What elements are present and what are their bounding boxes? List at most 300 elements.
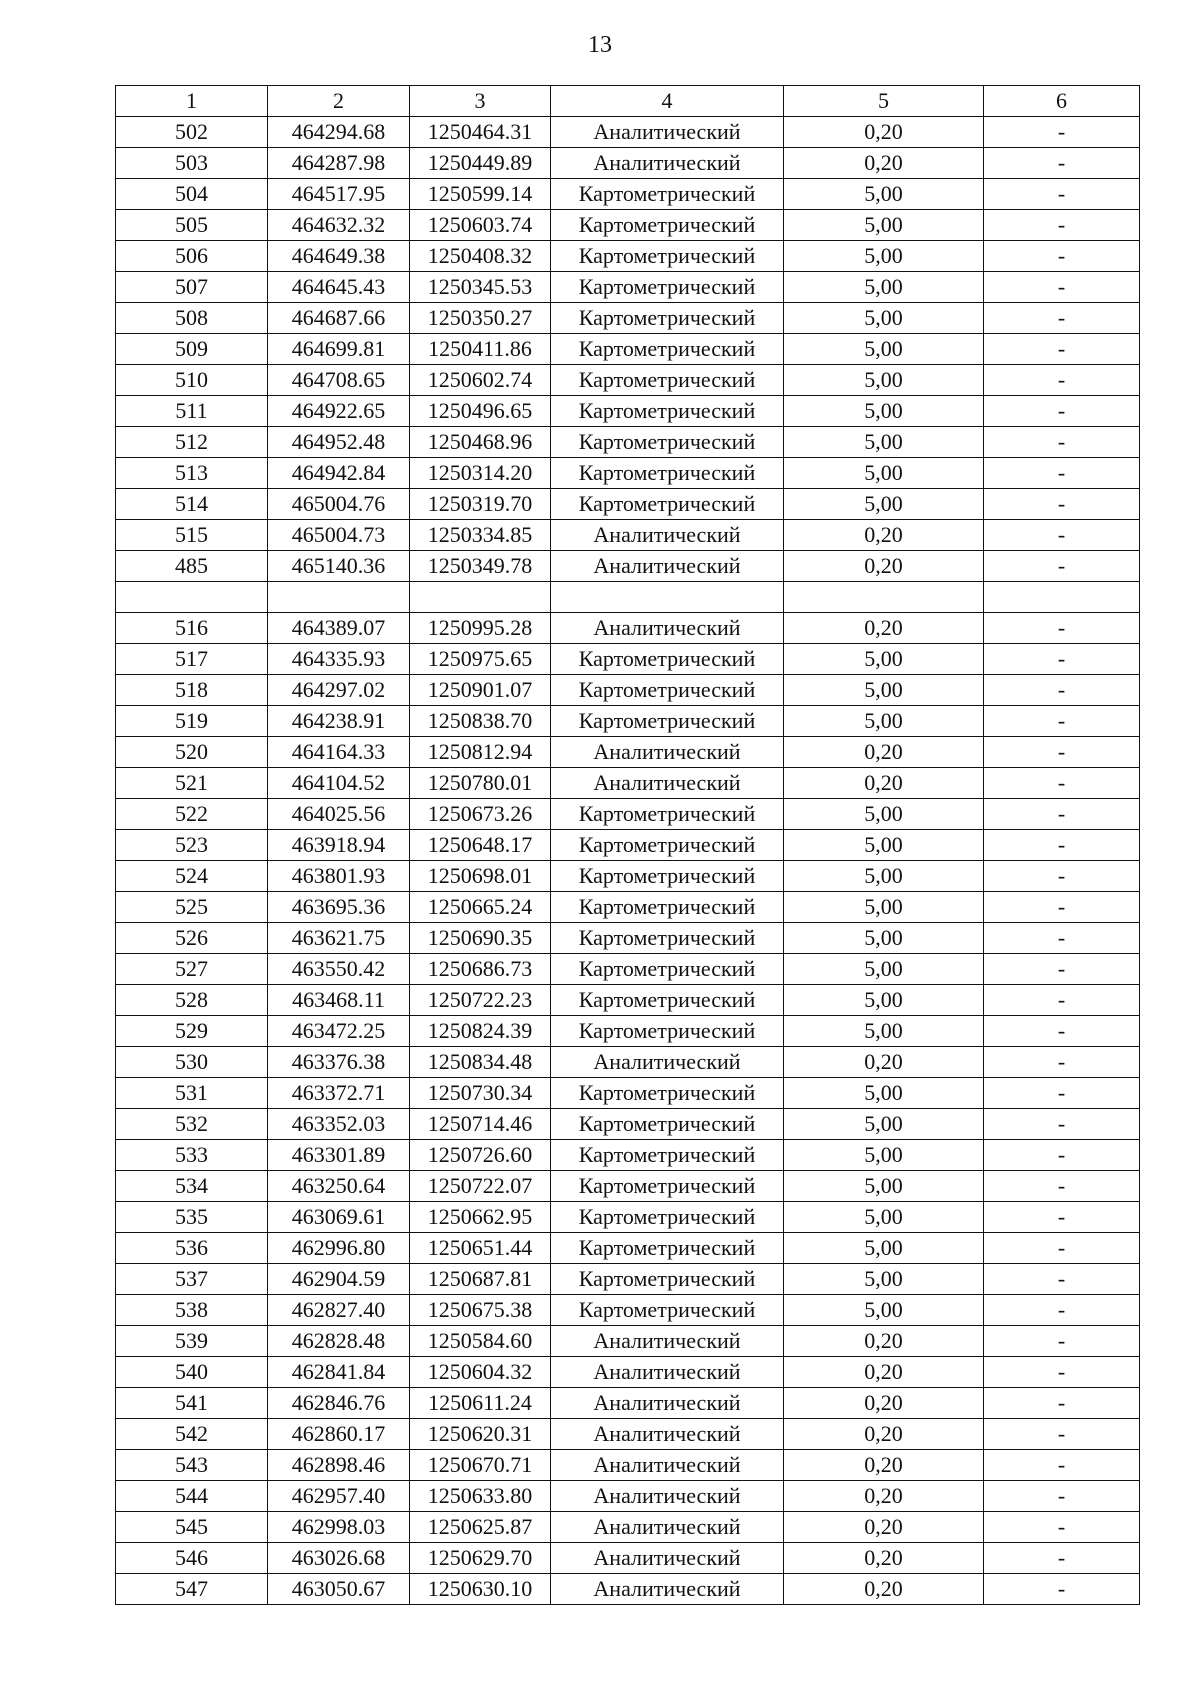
point-number-cell: 537: [116, 1264, 268, 1295]
table-row: [116, 427, 1140, 458]
x-coordinate-cell: 463918.94: [268, 830, 410, 861]
y-coordinate-cell: 1250599.14: [410, 179, 551, 210]
y-coordinate-cell: 1250651.44: [410, 1233, 551, 1264]
point-number-cell: [116, 582, 268, 613]
point-number-cell: 515: [116, 520, 268, 551]
y-coordinate-cell: 1250314.20: [410, 458, 551, 489]
table-row: [116, 1450, 1140, 1481]
point-number-cell: 522: [116, 799, 268, 830]
x-coordinate-cell: 464952.48: [268, 427, 410, 458]
point-number-cell: 509: [116, 334, 268, 365]
table-row: [116, 1202, 1140, 1233]
x-coordinate-cell: 462996.80: [268, 1233, 410, 1264]
point-number-cell: 518: [116, 675, 268, 706]
table-row: [116, 644, 1140, 675]
x-coordinate-cell: 464632.32: [268, 210, 410, 241]
y-coordinate-cell: 1250334.85: [410, 520, 551, 551]
point-number-cell: 502: [116, 117, 268, 148]
note-cell: -: [984, 1512, 1140, 1543]
x-coordinate-cell: 463468.11: [268, 985, 410, 1016]
accuracy-cell: 5,00: [784, 365, 984, 396]
point-number-cell: 517: [116, 644, 268, 675]
note-cell: -: [984, 272, 1140, 303]
table-row: [116, 954, 1140, 985]
accuracy-cell: 5,00: [784, 985, 984, 1016]
y-coordinate-cell: 1250670.71: [410, 1450, 551, 1481]
point-number-cell: 519: [116, 706, 268, 737]
method-cell: Аналитический: [551, 613, 784, 644]
point-number-cell: 528: [116, 985, 268, 1016]
x-coordinate-cell: 463069.61: [268, 1202, 410, 1233]
x-coordinate-cell: 464389.07: [268, 613, 410, 644]
table-row: [116, 1574, 1140, 1605]
point-number-cell: 547: [116, 1574, 268, 1605]
point-number-cell: 525: [116, 892, 268, 923]
method-cell: Картометрический: [551, 799, 784, 830]
note-cell: -: [984, 923, 1140, 954]
y-coordinate-cell: 1250730.34: [410, 1078, 551, 1109]
note-cell: -: [984, 985, 1140, 1016]
table-row: [116, 1388, 1140, 1419]
accuracy-cell: 0,20: [784, 1357, 984, 1388]
method-cell: Картометрический: [551, 1233, 784, 1264]
y-coordinate-cell: 1250975.65: [410, 644, 551, 675]
point-number-cell: 523: [116, 830, 268, 861]
x-coordinate-cell: 463621.75: [268, 923, 410, 954]
y-coordinate-cell: 1250584.60: [410, 1326, 551, 1357]
note-cell: -: [984, 737, 1140, 768]
x-coordinate-cell: 462846.76: [268, 1388, 410, 1419]
note-cell: -: [984, 1543, 1140, 1574]
accuracy-cell: 0,20: [784, 117, 984, 148]
accuracy-cell: 0,20: [784, 1512, 984, 1543]
table-row: [116, 1109, 1140, 1140]
column-header: 3: [410, 86, 551, 117]
table-row: [116, 1512, 1140, 1543]
table-row: [116, 799, 1140, 830]
x-coordinate-cell: 465004.73: [268, 520, 410, 551]
table-row: [116, 861, 1140, 892]
point-number-cell: 546: [116, 1543, 268, 1574]
method-cell: Аналитический: [551, 1326, 784, 1357]
note-cell: -: [984, 458, 1140, 489]
note-cell: -: [984, 210, 1140, 241]
accuracy-cell: 5,00: [784, 706, 984, 737]
accuracy-cell: 0,20: [784, 1450, 984, 1481]
note-cell: -: [984, 1233, 1140, 1264]
y-coordinate-cell: 1250604.32: [410, 1357, 551, 1388]
coordinates-table: [115, 85, 1140, 1605]
y-coordinate-cell: 1250625.87: [410, 1512, 551, 1543]
y-coordinate-cell: 1250812.94: [410, 737, 551, 768]
x-coordinate-cell: 463050.67: [268, 1574, 410, 1605]
table-row: [116, 489, 1140, 520]
point-number-cell: 529: [116, 1016, 268, 1047]
accuracy-cell: 5,00: [784, 179, 984, 210]
note-cell: -: [984, 396, 1140, 427]
note-cell: -: [984, 1171, 1140, 1202]
note-cell: -: [984, 1016, 1140, 1047]
y-coordinate-cell: 1250665.24: [410, 892, 551, 923]
method-cell: Картометрический: [551, 458, 784, 489]
y-coordinate-cell: 1250722.23: [410, 985, 551, 1016]
accuracy-cell: 0,20: [784, 520, 984, 551]
y-coordinate-cell: 1250408.32: [410, 241, 551, 272]
accuracy-cell: 5,00: [784, 892, 984, 923]
note-cell: -: [984, 1264, 1140, 1295]
x-coordinate-cell: 464164.33: [268, 737, 410, 768]
table-header-row: [116, 86, 1140, 117]
x-coordinate-cell: 463352.03: [268, 1109, 410, 1140]
accuracy-cell: 5,00: [784, 1109, 984, 1140]
note-cell: -: [984, 241, 1140, 272]
accuracy-cell: 0,20: [784, 737, 984, 768]
method-cell: Аналитический: [551, 1543, 784, 1574]
note-cell: -: [984, 892, 1140, 923]
method-cell: Картометрический: [551, 923, 784, 954]
y-coordinate-cell: 1250838.70: [410, 706, 551, 737]
accuracy-cell: 5,00: [784, 1264, 984, 1295]
accuracy-cell: 0,20: [784, 1326, 984, 1357]
note-cell: -: [984, 768, 1140, 799]
x-coordinate-cell: [268, 582, 410, 613]
method-cell: Картометрический: [551, 954, 784, 985]
method-cell: [551, 582, 784, 613]
table-row: [116, 830, 1140, 861]
y-coordinate-cell: 1250675.38: [410, 1295, 551, 1326]
accuracy-cell: 5,00: [784, 923, 984, 954]
note-cell: -: [984, 1109, 1140, 1140]
point-number-cell: 514: [116, 489, 268, 520]
note-cell: -: [984, 861, 1140, 892]
note-cell: -: [984, 148, 1140, 179]
point-number-cell: 503: [116, 148, 268, 179]
note-cell: -: [984, 706, 1140, 737]
method-cell: Аналитический: [551, 520, 784, 551]
method-cell: Аналитический: [551, 1047, 784, 1078]
table-row: [116, 241, 1140, 272]
point-number-cell: 538: [116, 1295, 268, 1326]
method-cell: Картометрический: [551, 210, 784, 241]
note-cell: -: [984, 1419, 1140, 1450]
method-cell: Аналитический: [551, 768, 784, 799]
accuracy-cell: 5,00: [784, 396, 984, 427]
point-number-cell: 527: [116, 954, 268, 985]
accuracy-cell: 0,20: [784, 148, 984, 179]
accuracy-cell: 5,00: [784, 210, 984, 241]
note-cell: -: [984, 1326, 1140, 1357]
y-coordinate-cell: 1250690.35: [410, 923, 551, 954]
point-number-cell: 543: [116, 1450, 268, 1481]
y-coordinate-cell: 1250648.17: [410, 830, 551, 861]
accuracy-cell: 5,00: [784, 861, 984, 892]
point-number-cell: 521: [116, 768, 268, 799]
point-number-cell: 539: [116, 1326, 268, 1357]
note-cell: -: [984, 427, 1140, 458]
method-cell: Аналитический: [551, 148, 784, 179]
accuracy-cell: 5,00: [784, 830, 984, 861]
y-coordinate-cell: 1250496.65: [410, 396, 551, 427]
method-cell: Картометрический: [551, 644, 784, 675]
method-cell: Картометрический: [551, 427, 784, 458]
note-cell: -: [984, 644, 1140, 675]
table-row: [116, 985, 1140, 1016]
table-row: [116, 1295, 1140, 1326]
x-coordinate-cell: 462860.17: [268, 1419, 410, 1450]
note-cell: [984, 582, 1140, 613]
y-coordinate-cell: 1250319.70: [410, 489, 551, 520]
y-coordinate-cell: 1250345.53: [410, 272, 551, 303]
method-cell: Аналитический: [551, 1574, 784, 1605]
y-coordinate-cell: 1250687.81: [410, 1264, 551, 1295]
y-coordinate-cell: 1250824.39: [410, 1016, 551, 1047]
accuracy-cell: [784, 582, 984, 613]
note-cell: -: [984, 1574, 1140, 1605]
accuracy-cell: 0,20: [784, 1047, 984, 1078]
note-cell: -: [984, 334, 1140, 365]
note-cell: -: [984, 1357, 1140, 1388]
point-number-cell: 531: [116, 1078, 268, 1109]
x-coordinate-cell: 464649.38: [268, 241, 410, 272]
y-coordinate-cell: 1250662.95: [410, 1202, 551, 1233]
method-cell: Картометрический: [551, 303, 784, 334]
table-row: [116, 1078, 1140, 1109]
method-cell: Картометрический: [551, 179, 784, 210]
method-cell: Аналитический: [551, 737, 784, 768]
point-number-cell: 536: [116, 1233, 268, 1264]
note-cell: -: [984, 1388, 1140, 1419]
point-number-cell: 507: [116, 272, 268, 303]
table-row: [116, 923, 1140, 954]
x-coordinate-cell: 465140.36: [268, 551, 410, 582]
accuracy-cell: 0,20: [784, 1543, 984, 1574]
accuracy-cell: 0,20: [784, 1419, 984, 1450]
method-cell: Картометрический: [551, 1264, 784, 1295]
method-cell: Картометрический: [551, 1202, 784, 1233]
y-coordinate-cell: 1250834.48: [410, 1047, 551, 1078]
x-coordinate-cell: 464699.81: [268, 334, 410, 365]
table-row: [116, 520, 1140, 551]
y-coordinate-cell: 1250633.80: [410, 1481, 551, 1512]
table-row: [116, 210, 1140, 241]
table-row: [116, 768, 1140, 799]
x-coordinate-cell: 463550.42: [268, 954, 410, 985]
x-coordinate-cell: 464104.52: [268, 768, 410, 799]
table-row: [116, 365, 1140, 396]
column-header: 2: [268, 86, 410, 117]
note-cell: -: [984, 1078, 1140, 1109]
accuracy-cell: 0,20: [784, 1481, 984, 1512]
point-number-cell: 513: [116, 458, 268, 489]
method-cell: Картометрический: [551, 334, 784, 365]
table-row: [116, 148, 1140, 179]
y-coordinate-cell: [410, 582, 551, 613]
point-number-cell: 544: [116, 1481, 268, 1512]
x-coordinate-cell: 462827.40: [268, 1295, 410, 1326]
method-cell: Картометрический: [551, 272, 784, 303]
y-coordinate-cell: 1250995.28: [410, 613, 551, 644]
y-coordinate-cell: 1250411.86: [410, 334, 551, 365]
point-number-cell: 541: [116, 1388, 268, 1419]
method-cell: Картометрический: [551, 706, 784, 737]
table-row: [116, 303, 1140, 334]
note-cell: -: [984, 1047, 1140, 1078]
method-cell: Картометрический: [551, 892, 784, 923]
method-cell: Аналитический: [551, 117, 784, 148]
accuracy-cell: 5,00: [784, 303, 984, 334]
table-row: [116, 613, 1140, 644]
table-row: [116, 179, 1140, 210]
x-coordinate-cell: 463372.71: [268, 1078, 410, 1109]
note-cell: -: [984, 179, 1140, 210]
accuracy-cell: 5,00: [784, 489, 984, 520]
method-cell: Картометрический: [551, 1140, 784, 1171]
table-row: [116, 1264, 1140, 1295]
accuracy-cell: 5,00: [784, 1171, 984, 1202]
x-coordinate-cell: 463250.64: [268, 1171, 410, 1202]
x-coordinate-cell: 463801.93: [268, 861, 410, 892]
x-coordinate-cell: 462957.40: [268, 1481, 410, 1512]
x-coordinate-cell: 463472.25: [268, 1016, 410, 1047]
x-coordinate-cell: 464238.91: [268, 706, 410, 737]
table-row: [116, 272, 1140, 303]
column-header: 4: [551, 86, 784, 117]
accuracy-cell: 5,00: [784, 675, 984, 706]
point-number-cell: 508: [116, 303, 268, 334]
accuracy-cell: 5,00: [784, 1078, 984, 1109]
method-cell: Картометрический: [551, 1171, 784, 1202]
x-coordinate-cell: 465004.76: [268, 489, 410, 520]
accuracy-cell: 5,00: [784, 799, 984, 830]
point-number-cell: 485: [116, 551, 268, 582]
x-coordinate-cell: 464335.93: [268, 644, 410, 675]
point-number-cell: 542: [116, 1419, 268, 1450]
y-coordinate-cell: 1250602.74: [410, 365, 551, 396]
accuracy-cell: 5,00: [784, 334, 984, 365]
note-cell: -: [984, 365, 1140, 396]
table-row: [116, 1326, 1140, 1357]
note-cell: -: [984, 1295, 1140, 1326]
table-row: [116, 1357, 1140, 1388]
y-coordinate-cell: 1250603.74: [410, 210, 551, 241]
accuracy-cell: 5,00: [784, 1295, 984, 1326]
y-coordinate-cell: 1250722.07: [410, 1171, 551, 1202]
y-coordinate-cell: 1250686.73: [410, 954, 551, 985]
note-cell: -: [984, 954, 1140, 985]
y-coordinate-cell: 1250698.01: [410, 861, 551, 892]
y-coordinate-cell: 1250901.07: [410, 675, 551, 706]
table-row: [116, 706, 1140, 737]
accuracy-cell: 0,20: [784, 551, 984, 582]
table-row: [116, 892, 1140, 923]
table-row: [116, 1419, 1140, 1450]
column-header: 5: [784, 86, 984, 117]
x-coordinate-cell: 462828.48: [268, 1326, 410, 1357]
method-cell: Картометрический: [551, 985, 784, 1016]
point-number-cell: 526: [116, 923, 268, 954]
accuracy-cell: 5,00: [784, 1202, 984, 1233]
method-cell: Картометрический: [551, 1078, 784, 1109]
x-coordinate-cell: 463376.38: [268, 1047, 410, 1078]
point-number-cell: 533: [116, 1140, 268, 1171]
point-number-cell: 512: [116, 427, 268, 458]
note-cell: -: [984, 1202, 1140, 1233]
accuracy-cell: 5,00: [784, 458, 984, 489]
y-coordinate-cell: 1250468.96: [410, 427, 551, 458]
note-cell: -: [984, 303, 1140, 334]
accuracy-cell: 0,20: [784, 768, 984, 799]
x-coordinate-cell: 464287.98: [268, 148, 410, 179]
table-row: [116, 1171, 1140, 1202]
method-cell: Аналитический: [551, 1388, 784, 1419]
column-header: 6: [984, 86, 1140, 117]
x-coordinate-cell: 462898.46: [268, 1450, 410, 1481]
point-number-cell: 506: [116, 241, 268, 272]
table-row: [116, 334, 1140, 365]
note-cell: -: [984, 613, 1140, 644]
point-number-cell: 524: [116, 861, 268, 892]
accuracy-cell: 5,00: [784, 644, 984, 675]
page-number: 13: [588, 32, 612, 58]
x-coordinate-cell: 462998.03: [268, 1512, 410, 1543]
x-coordinate-cell: 464297.02: [268, 675, 410, 706]
note-cell: -: [984, 489, 1140, 520]
point-number-cell: 510: [116, 365, 268, 396]
table-row: [116, 551, 1140, 582]
method-cell: Аналитический: [551, 1481, 784, 1512]
y-coordinate-cell: 1250349.78: [410, 551, 551, 582]
y-coordinate-cell: 1250629.70: [410, 1543, 551, 1574]
table-row: [116, 737, 1140, 768]
table-row: [116, 1233, 1140, 1264]
x-coordinate-cell: 464517.95: [268, 179, 410, 210]
table-row: [116, 582, 1140, 613]
accuracy-cell: 5,00: [784, 427, 984, 458]
x-coordinate-cell: 462904.59: [268, 1264, 410, 1295]
point-number-cell: 511: [116, 396, 268, 427]
table-row: [116, 1543, 1140, 1574]
point-number-cell: 505: [116, 210, 268, 241]
table-body: [116, 117, 1140, 1605]
accuracy-cell: 5,00: [784, 1233, 984, 1264]
point-number-cell: 504: [116, 179, 268, 210]
method-cell: Картометрический: [551, 1016, 784, 1047]
point-number-cell: 535: [116, 1202, 268, 1233]
x-coordinate-cell: 464922.65: [268, 396, 410, 427]
column-header: 1: [116, 86, 268, 117]
method-cell: Картометрический: [551, 1295, 784, 1326]
x-coordinate-cell: 464708.65: [268, 365, 410, 396]
accuracy-cell: 5,00: [784, 954, 984, 985]
note-cell: -: [984, 1481, 1140, 1512]
accuracy-cell: 5,00: [784, 1140, 984, 1171]
accuracy-cell: 5,00: [784, 1016, 984, 1047]
note-cell: -: [984, 830, 1140, 861]
point-number-cell: 520: [116, 737, 268, 768]
y-coordinate-cell: 1250726.60: [410, 1140, 551, 1171]
table-row: [116, 117, 1140, 148]
table-row: [116, 1047, 1140, 1078]
x-coordinate-cell: 464645.43: [268, 272, 410, 303]
method-cell: Картометрический: [551, 396, 784, 427]
table-row: [116, 675, 1140, 706]
y-coordinate-cell: 1250780.01: [410, 768, 551, 799]
y-coordinate-cell: 1250630.10: [410, 1574, 551, 1605]
x-coordinate-cell: 463301.89: [268, 1140, 410, 1171]
note-cell: -: [984, 1140, 1140, 1171]
method-cell: Аналитический: [551, 1357, 784, 1388]
note-cell: -: [984, 799, 1140, 830]
